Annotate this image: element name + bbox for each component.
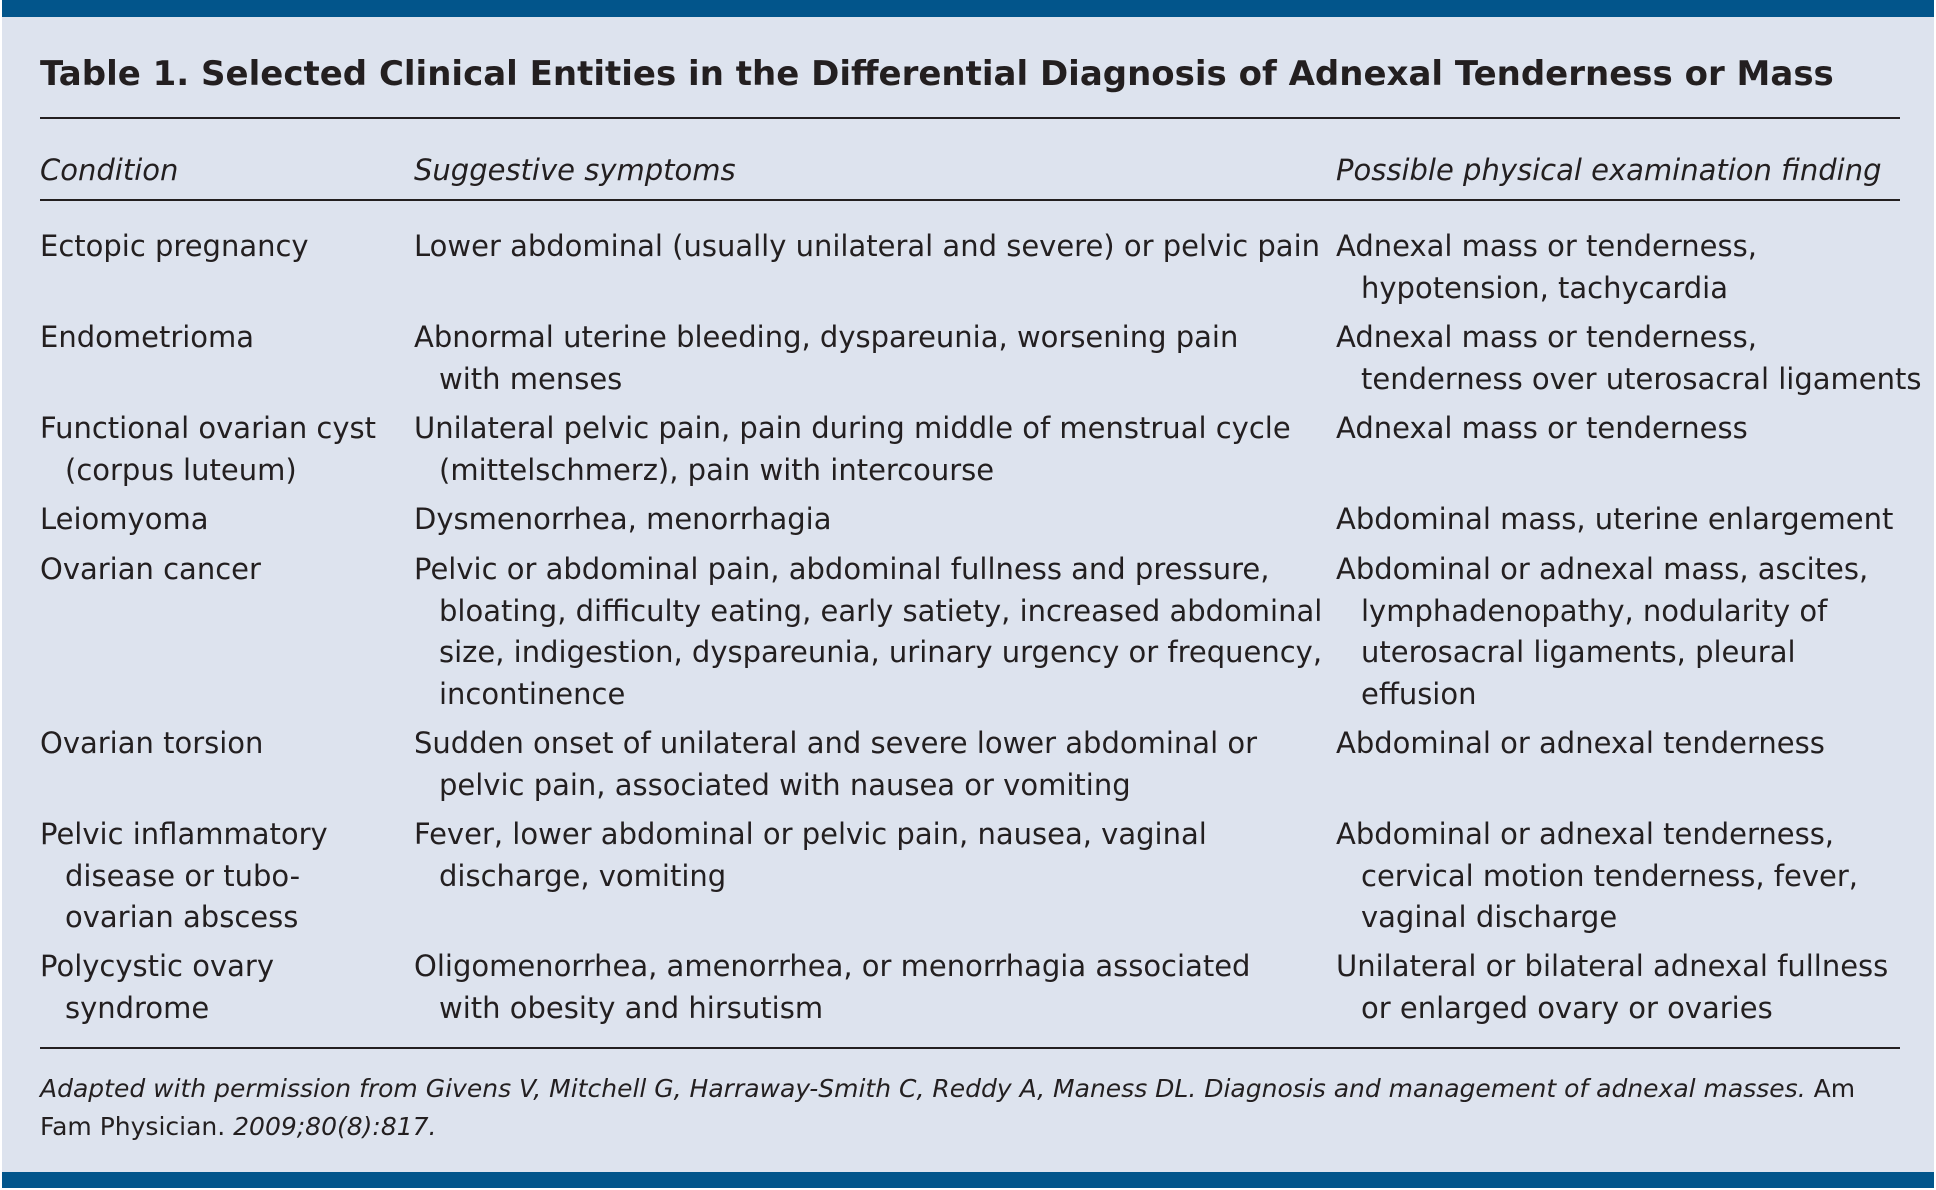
cell-finding xyxy=(1336,549,1904,715)
table-panel xyxy=(2,0,1934,1188)
cell-line: (corpus luteum) xyxy=(65,452,297,487)
column-header-finding: Possible physical examination finding xyxy=(1336,153,1882,187)
column-header-condition: Condition xyxy=(40,153,179,187)
title-rule xyxy=(40,117,1900,119)
cell-line: Abdominal or adnexal mass, ascites, xyxy=(1336,552,1869,586)
cell-line: Sudden onset of unilateral and severe lower abdominal or xyxy=(414,726,1258,760)
column-header-symptoms: Suggestive symptoms xyxy=(414,153,736,187)
cell-line: Adnexal mass or tenderness xyxy=(1336,411,1748,445)
cell-line: ovarian abscess xyxy=(65,900,299,934)
cell-finding xyxy=(1336,226,1904,309)
cell-line: Abdominal or adnexal tenderness, xyxy=(1336,817,1835,851)
cell-line: or enlarged ovary or ovaries xyxy=(1361,990,1773,1025)
cell-condition xyxy=(40,408,400,491)
cell-line: Adnexal mass or tenderness, xyxy=(1336,320,1757,354)
cell-line: Leiomyoma xyxy=(40,502,209,536)
cell-line: hypotension, tachycardia xyxy=(1361,270,1729,305)
cell-line: Ectopic pregnancy xyxy=(40,229,309,263)
footer-rule xyxy=(40,1047,1900,1049)
cell-condition xyxy=(40,814,400,939)
cell-line: Pelvic or abdominal pain, abdominal fullness and pressure, xyxy=(414,552,1270,586)
cell-line: Endometrioma xyxy=(40,320,255,354)
cell-symptoms xyxy=(414,226,1324,268)
cell-line: size, indigestion, dyspareunia, urinary urgency or frequency, xyxy=(439,635,1323,669)
cell-line: lymphadenopathy, nodularity of xyxy=(1361,593,1828,628)
cell-symptoms xyxy=(414,946,1324,1029)
source-footnote xyxy=(40,1070,1900,1146)
cell-line: Pelvic inflammatory xyxy=(40,817,328,851)
bottom-accent-bar xyxy=(2,1172,1934,1188)
cell-finding xyxy=(1336,723,1904,765)
cell-condition xyxy=(40,226,400,268)
cell-finding xyxy=(1336,499,1904,541)
cell-line: Abdominal or adnexal tenderness xyxy=(1336,726,1825,760)
table-title: Table 1. Selected Clinical Entities in the Differential Diagnosis of Adnexal Tenderness or Mass xyxy=(40,54,1834,94)
cell-symptoms xyxy=(414,499,1324,541)
cell-line: Unilateral pelvic pain, pain during middle of menstrual cycle xyxy=(414,411,1291,445)
cell-line: tenderness over uterosacral ligaments xyxy=(1361,361,1922,396)
cell-line: Functional ovarian cyst xyxy=(40,411,377,445)
cell-line: Abdominal mass, uterine enlargement xyxy=(1336,502,1894,536)
cell-symptoms xyxy=(414,814,1324,897)
cell-line: cervical motion tenderness, fever, xyxy=(1361,858,1859,893)
header-rule xyxy=(40,199,1900,201)
cell-line: pelvic pain, associated with nausea or vomiting xyxy=(439,767,1131,802)
cell-condition xyxy=(40,499,400,541)
cell-line: syndrome xyxy=(65,990,210,1025)
cell-line: bloating, difficulty eating, early satiety, increased abdominal xyxy=(439,593,1323,628)
footnote-citation: Adapted with permission from Givens V, Mitchell G, Harraway-Smith C, Reddy A, Maness DL. Diagnosis and management of adnexal masses. xyxy=(40,1074,1806,1103)
cell-line: incontinence xyxy=(439,676,626,711)
cell-line: vaginal discharge xyxy=(1361,900,1618,934)
cell-condition xyxy=(40,317,400,359)
cell-line: effusion xyxy=(1361,676,1477,711)
cell-line: uterosacral ligaments, pleural xyxy=(1361,635,1796,669)
cell-line: Lower abdominal (usually unilateral and severe) or pelvic pain xyxy=(414,229,1321,263)
cell-symptoms xyxy=(414,317,1324,400)
top-accent-bar xyxy=(2,0,1934,17)
cell-line: (mittelschmerz), pain with intercourse xyxy=(439,452,995,487)
cell-line: Adnexal mass or tenderness, xyxy=(1336,229,1757,263)
cell-line: Oligomenorrhea, amenorrhea, or menorrhagia associated xyxy=(414,949,1251,983)
cell-condition xyxy=(40,549,400,591)
cell-symptoms xyxy=(414,549,1324,715)
cell-symptoms xyxy=(414,723,1324,806)
cell-line: Dysmenorrhea, menorrhagia xyxy=(414,502,832,536)
cell-finding xyxy=(1336,814,1904,939)
cell-line: Ovarian cancer xyxy=(40,552,261,586)
cell-condition xyxy=(40,723,400,765)
cell-line: Ovarian torsion xyxy=(40,726,264,760)
footnote-journal-end: Fam Physician. xyxy=(40,1112,234,1141)
cell-finding xyxy=(1336,317,1922,400)
cell-line: Polycystic ovary xyxy=(40,949,274,983)
cell-line: disease or tubo- xyxy=(65,858,301,893)
cell-line: Fever, lower abdominal or pelvic pain, nausea, vaginal xyxy=(414,817,1207,851)
cell-line: with obesity and hirsutism xyxy=(439,990,824,1025)
cell-symptoms xyxy=(414,408,1324,491)
cell-line: discharge, vomiting xyxy=(439,858,727,893)
footnote-volume: 2009;80(8):817. xyxy=(233,1112,437,1141)
cell-line: with menses xyxy=(439,361,623,396)
cell-condition xyxy=(40,946,400,1029)
cell-finding xyxy=(1336,946,1904,1029)
cell-finding xyxy=(1336,408,1904,450)
cell-line: Unilateral or bilateral adnexal fullness xyxy=(1336,949,1889,983)
footnote-journal-start: Am xyxy=(1805,1074,1856,1103)
cell-line: Abnormal uterine bleeding, dyspareunia, worsening pain xyxy=(414,320,1239,354)
